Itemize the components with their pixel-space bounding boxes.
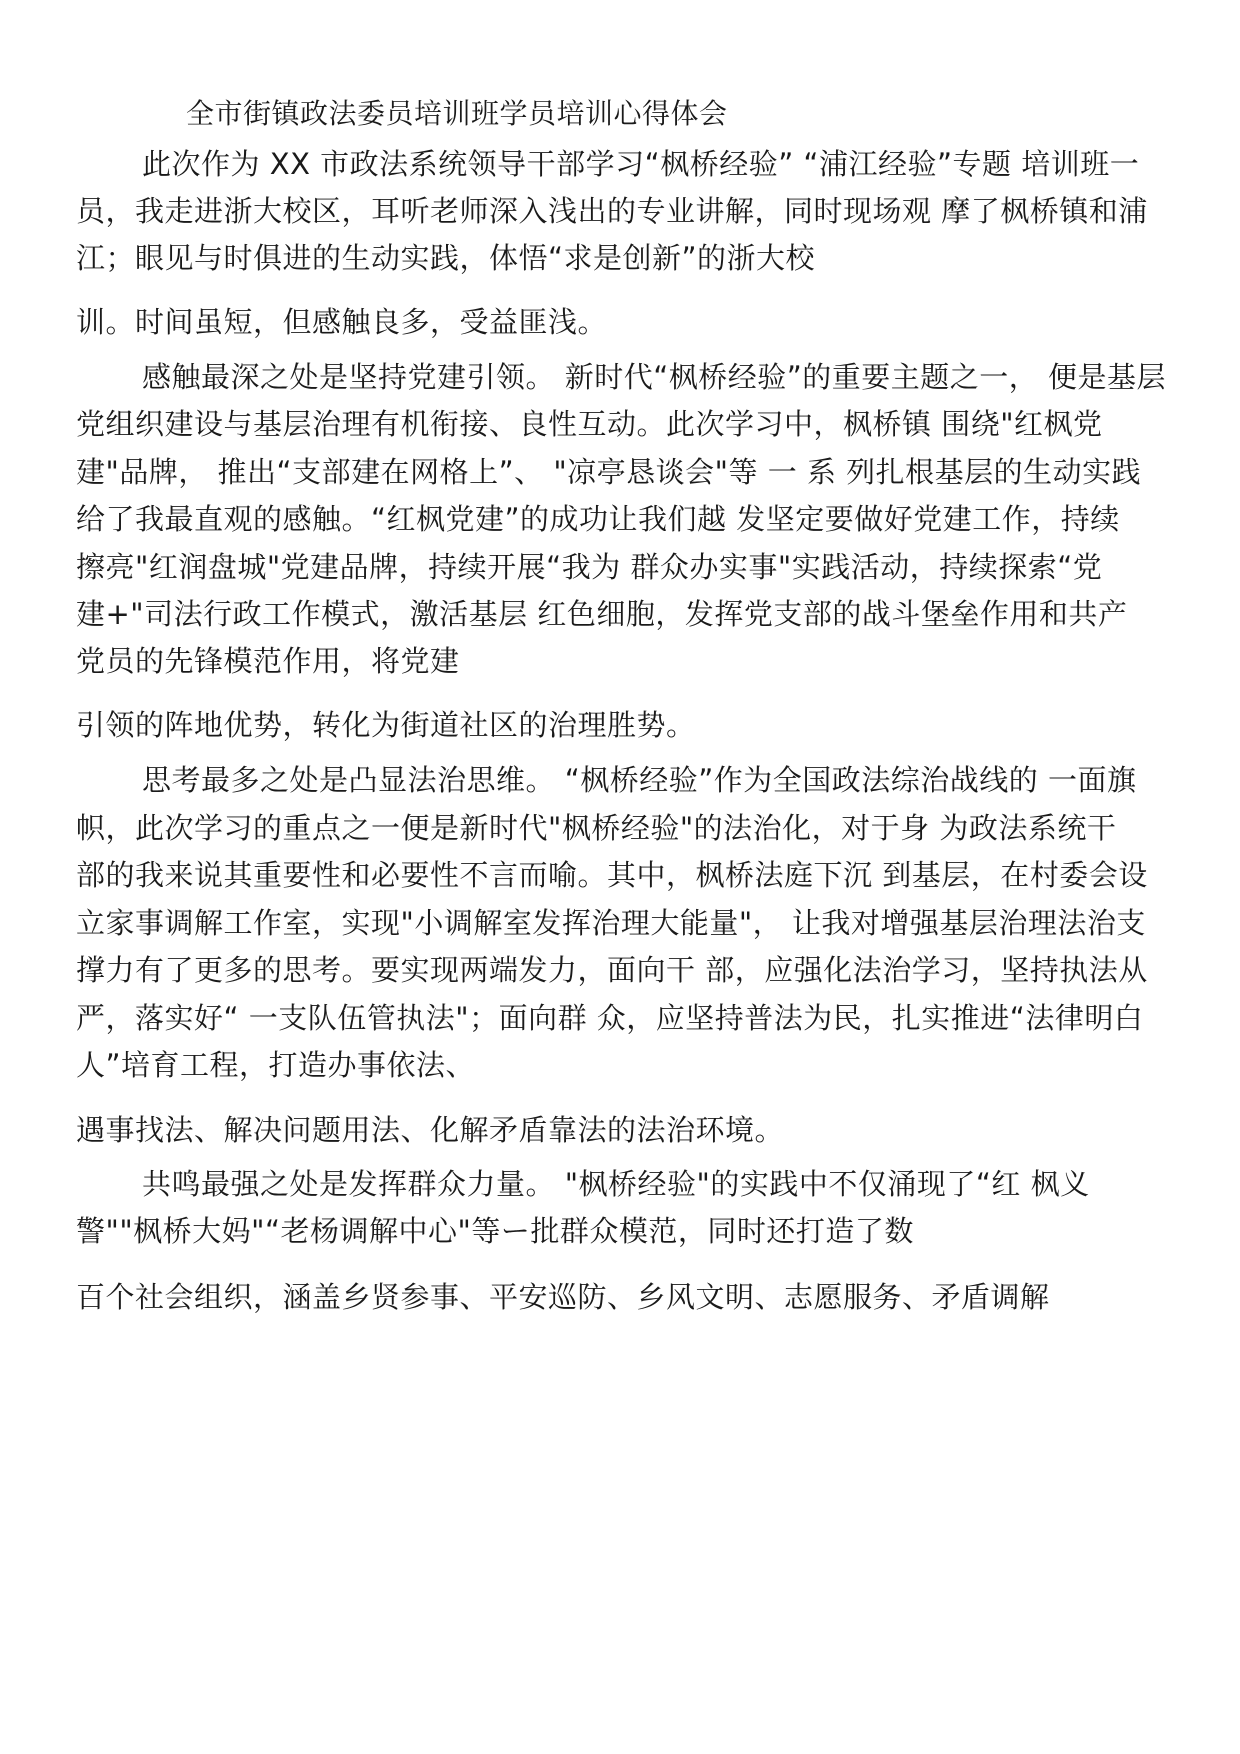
paragraph-line: 帜，此次学习的重点之一便是新时代"枫桥经验"的法治化，对于身 为政法系统干 <box>76 811 1117 845</box>
paragraph-line: 人”培育工程，打造办事依法、 <box>76 1048 476 1082</box>
paragraph-line: 建"品牌， 推出“支部建在网格上”、 "凉亭恳谈会"等 一 系 列扎根基层的生动实践 <box>76 455 1142 489</box>
paragraph-line: 江；眼见与时俱进的生动实践，体悟“求是创新”的浙大校 <box>76 241 816 275</box>
paragraph-line: 部的我来说其重要性和必要性不言而喻。其中，枫桥法庭下沉 到基层，在村委会设 <box>76 858 1148 892</box>
document-title: 全市街镇政法委员培训班学员培训心得体会 <box>186 97 728 130</box>
paragraph-line: 严，落实好“ 一支队伍管执法"；面向群 众，应坚持普法为民，扎实推进“法律明白 <box>76 1001 1144 1035</box>
paragraph-line: 引领的阵地优势，转化为街道社区的治理胜势。 <box>76 708 696 742</box>
paragraph-line: 百个社会组织，涵盖乡贤参事、平安巡防、乡风文明、志愿服务、矛盾调解 <box>76 1280 1050 1314</box>
paragraph-line: 员，我走进浙大校区，耳听老师深入浅出的专业讲解，同时现场观 摩了枫桥镇和浦 <box>76 194 1148 228</box>
paragraph-line: 训。时间虽短，但感触良多，受益匪浅。 <box>76 305 608 339</box>
paragraph-line: 党组织建设与基层治理有机衔接、良性互动。此次学习中，枫桥镇 围绕"红枫党 <box>76 407 1103 441</box>
paragraph-line: 此次作为 XX 市政法系统领导干部学习“枫桥经验” “浦江经验”专题 培训班一 <box>142 147 1140 181</box>
paragraph-line: 党员的先锋模范作用，将党建 <box>76 644 460 678</box>
paragraph-line: 擦亮"红润盘城"党建品牌，持续开展“我为 群众办实事"实践活动，持续探索“党 <box>76 550 1103 584</box>
paragraph-line: 给了我最直观的感触。“红枫党建”的成功让我们越 发坚定要做好党建工作，持续 <box>76 502 1120 536</box>
paragraph-line: 共鸣最强之处是发挥群众力量。 "枫桥经验"的实践中不仅涌现了“红 枫义 <box>142 1167 1090 1201</box>
paragraph-line: 遇事找法、解决问题用法、化解矛盾靠法的法治环境。 <box>76 1113 785 1147</box>
paragraph-line: 思考最多之处是凸显法治思维。 “枫桥经验”作为全国政法综治战线的 一面旗 <box>142 763 1137 797</box>
paragraph-line: 撑力有了更多的思考。要实现两端发力，面向干 部，应强化法治学习，坚持执法从 <box>76 953 1148 987</box>
paragraph-line: 警""枫桥大妈"“老杨调解中心"等ー批群众模范，同时还打造了数 <box>76 1214 914 1248</box>
paragraph-line: 建+"司法行政工作模式，激活基层 红色细胞，发挥党支部的战斗堡垒作用和共产 <box>76 597 1128 631</box>
paragraph-line: 立家事调解工作室，实现"小调解室发挥治理大能量"， 让我对增强基层治理法治支 <box>76 906 1146 940</box>
paragraph-line: 感触最深之处是坚持党建引领。 新时代“枫桥经验”的重要主题之一， 便是基层 <box>142 360 1166 394</box>
